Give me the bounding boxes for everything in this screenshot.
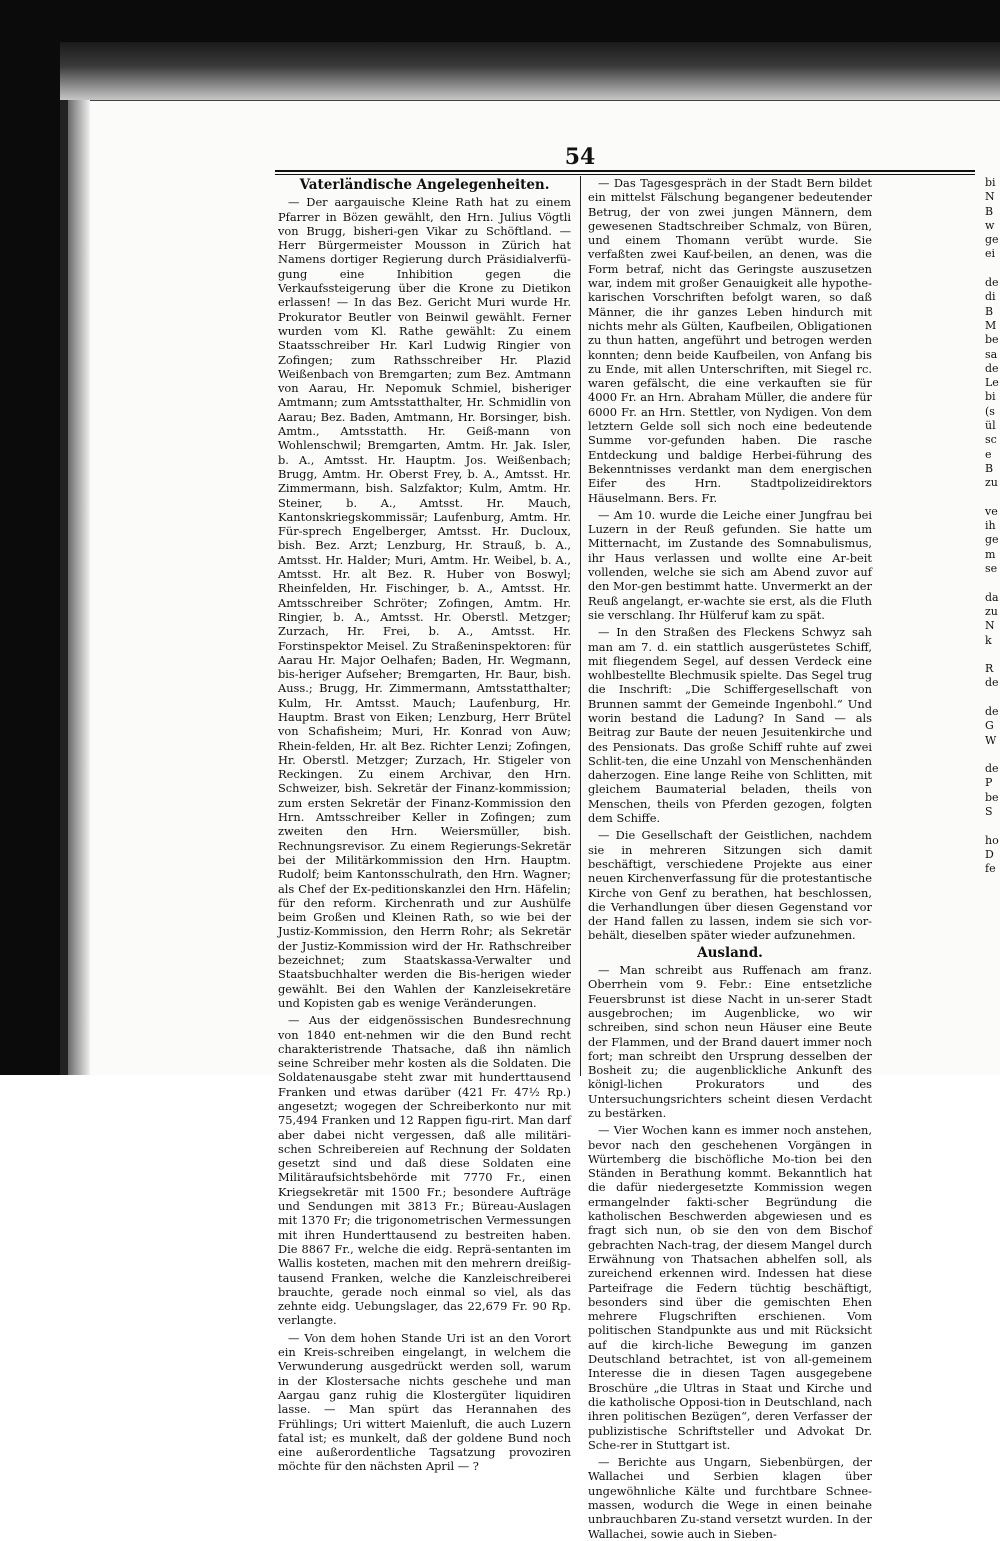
edge-fragment: ge (985, 233, 999, 247)
edge-fragment: (s (985, 404, 995, 418)
edge-fragment: se (985, 562, 998, 576)
edge-fragment: P (985, 776, 993, 790)
next-page-edge-fragments (985, 176, 1000, 1056)
edge-fragment: B (985, 204, 994, 218)
edge-fragment: de (985, 276, 999, 290)
edge-fragment: B (985, 304, 994, 318)
edge-fragment: sc (985, 433, 997, 447)
header-rule (275, 170, 975, 172)
edge-fragment: bi (985, 176, 996, 189)
edge-fragment (985, 262, 1000, 276)
page-gutter-shadow (60, 100, 68, 1080)
edge-fragment: de (985, 704, 999, 718)
article-paragraph: — Vier Wochen kann es immer noch anstehen, bevor nach den geschehenen Vorgängen in Würtemberg die bischöfliche Mo-tion bei den Ständen in Berathung kommt. Bekanntlich hat die dafür niedergesetzte Kommission wegen ermangelnder fakti-scher Begründung die katholischen Beschwerden abgewiesen und es fragt sich nun, ob sie den von dem Bischof gebrachten Nach-trag, der diesem Mangel durch Erwähnung von Thatsachen abhelfen soll, als zureichend erkennen wird. Indessen hat diese Parteifrage die Federn tüchtig beschäftigt, besonders sind über die gemischten Ehen mehrere Flugschriften erschienen. Vom politischen Standpunkte aus und mit Rücksicht auf die kirch-liche Bewegung im ganzen Deutschland betrachtet, ist von all-gemeinem Interesse die in diesen Tagen ausgegebene Broschüre „die Ultras in Staat und Kirche und die katholische Opposi-tion in Deutschland, nach ihren politischen Bezügen“, deren Verfasser der publizistische Schriftsteller und Advokat Dr. Sche-rer in Stuttgart ist. (588, 1123, 872, 1452)
scanner-border-top (0, 0, 1000, 42)
edge-fragment: ve (985, 504, 998, 518)
edge-fragment: w (985, 218, 995, 232)
edge-fragment: de (985, 361, 999, 375)
edge-fragment (985, 576, 1000, 590)
article-paragraph: — Die Gesellschaft der Geistlichen, nachdem sie in mehreren Sitzungen sich damit beschäftigt, verschiedene Projekte aus einer neuen Kirchenverfassung für die protestantische Kirche von Genf zu berathen, hat beschlossen, die Verhandlungen über diesen Gegenstand vor der Hand fallen zu lassen, indem sie sich vor-behält, dieselben später wieder aufzunehmen. (588, 828, 872, 943)
edge-fragment: N (985, 619, 995, 633)
article-paragraph: — Das Tagesgespräch in der Stadt Bern bildet ein mittelst Fälschung begangener bedeutender Betrug, der von zwei jungen Männern, dem gewesenen Stadtschreiber Schmalz, von Büren, und einem Thomann verübt wurde. Sie verfaßten zwei Kauf-beilen, an denen, was die Form betraf, nicht das Geringste auszusetzen war, indem mit großer Genauigkeit alle hypothe-karischen Vorschriften befolgt waren, so daß Männer, die ihr ganzes Leben hindurch mit nichts mehr als Gülten, Kaufbeilen, Obligationen zu thun hatten, angeführt und betrogen werden konnten; denn beide Kaufbeilen, von Anfang bis zu Ende, mit allen Unterschriften, mit Siegel rc. waren gefälscht, die eine verkauften sie für 4000 Fr. an Hrn. Abraham Müller, die andere für 6000 Fr. an Hrn. Stettler, von Nydigen. Von dem letztern Gelde soll sich noch eine bedeutende Summe vor-gefunden haben. Die rasche Entdeckung und baldige Herbei-führung des Bekenntnisses verdankt man dem energischen Eifer des Hrn. Stadtpolizeidirektors Häuselmann. Bers. Fr. (588, 176, 872, 505)
page-gutter-gradient (68, 100, 90, 1080)
edge-fragment: de (985, 676, 999, 690)
edge-fragment (985, 648, 1000, 662)
edge-fragment: be (985, 333, 999, 347)
edge-fragment: W (985, 733, 997, 747)
column-divider (580, 176, 581, 1076)
edge-fragment: ih (985, 519, 996, 533)
edge-fragment: k (985, 633, 992, 647)
page-number: 54 (564, 144, 596, 170)
article-paragraph: — Aus der eidgenössischen Bundesrechnung von 1840 ent-nehmen wir die den Bund recht charakteristrende Thatsache, daß ihn nämlich seine Schreiber mehr kosten als die Soldaten. Die Soldatenausgabe steht zwar mit hunderttausend Franken und etwas darüber (421 Fr. 47½ Rp.) angesetzt; wogegen der Schreiberkonto nur mit 75,494 Franken und 12 Rappen figu-rirt. Man darf aber dabei nicht vergessen, daß alle militäri-schen Schreibereien auf Rechnung der Soldaten gesetzt sind und daß diese Soldaten eine Militäraufsichtsbehörde mit 7770 Fr., einen Kriegsekretär mit 1500 Fr.; besondere Aufträge und Sendungen mit 3813 Fr.; Büreau-Auslagen mit 1370 Fr; die trigonometrischen Vermessungen mit ihren Hunderttausend zu bestreiten haben. Die 8867 Fr., welche die eidg. Reprä-sentanten im Wallis kosteten, machen mit den mehrern dreißig-tausend Franken, welche die Kanzleischreiberei brauchte, gerade noch einmal so viel, als das zehnte eidg. Uebungslager, das 22,679 Fr. 90 Rp. verlangte. (278, 1013, 571, 1328)
edge-fragment: m (985, 547, 996, 561)
section-heading-abroad: Ausland. (697, 944, 763, 961)
edge-fragment: ge (985, 533, 999, 547)
edge-fragment: de (985, 762, 999, 776)
edge-fragment: R (985, 662, 994, 676)
edge-fragment (985, 819, 1000, 833)
edge-fragment: ho (985, 833, 999, 847)
edge-fragment: e (985, 447, 992, 461)
edge-fragment: Le (985, 376, 999, 390)
edge-fragment: N (985, 190, 995, 204)
right-column (588, 176, 872, 1541)
edge-fragment: bi (985, 390, 996, 404)
edge-fragment: M (985, 318, 997, 332)
edge-fragment: G (985, 719, 994, 733)
edge-fragment: be (985, 790, 999, 804)
header-rule-thin (275, 174, 975, 175)
edge-fragment: sa (985, 347, 998, 361)
edge-fragment (985, 491, 1000, 505)
article-paragraph: — Von dem hohen Stande Uri ist an den Vorort ein Kreis-schreiben eingelangt, in welchem die Verwunderung ausgedrückt werden soll, warum in der Klostersache nichts geschehe und man Aargau ganz ruhig die Klostergüter liquidiren lasse. — Man spürt das Herannahen des Frühlings; Uri wittert Maienluft, die auch Luzern fatal ist; es munkelt, daß der goldene Bund noch eine außerordentliche Tagsatzung provoziren möchte für den nächsten April — ? (278, 1330, 571, 1474)
article-paragraph: — In den Straßen des Fleckens Schwyz sah man am 7. d. ein stattlich ausgerüstetes Schiff, mit fliegendem Segel, auf dessen Verdeck eine wohlbestellte Blechmusik spielte. Das Segel trug die Inschrift: „Die Schiffergesellschaft von Brunnen sammt der Gemeinde Ingenbohl.“ Und worin bestand die Ladung? In Sand — als Beitrag zur Baute der neuen Jesuitenkirche und des Pensionats. Das große Schiff ruhte auf zwei Schlit-ten, die eine Unzahl von Menschenhänden daherzogen. Eine lange Reihe von Schlitten, mit gleichem Baumaterial beladen, theils von Menschen, theils von Pferden gezogen, folgten dem Schiffe. (588, 625, 872, 826)
edge-fragment (985, 748, 1000, 762)
edge-fragment: ül (985, 419, 996, 433)
article-paragraph: — Der aargauische Kleine Rath hat zu einem Pfarrer in Bözen gewählt, den Hrn. Julius Vögtli von Brugg, bisheri-gen Vikar zu Schöftland. — Herr Bürgermeister Mousson in Zürich hat Namens dortiger Regierung durch Präsidialverfü-gung eine Inhibition gegen die Verkaufssteigerung über die Krone zu Dietikon erlassen! — In das Bez. Gericht Muri wurde Hr. Prokurator Beutler von Beinwil gewählt. Ferner wurden vom Kl. Rathe gewählt: Zu einem Staatsschreiber Hr. Karl Ludwig Ringier von Zofingen; zum Rathsschreiber Hr. Plazid Weißenbach von Bremgarten; zum Bez. Amtmann von Aarau, Hr. Nepomuk Schmiel, bisheriger Amtmann; zum Amtsstatthalter, Hr. Schmidlin von Aarau; Bez. Baden, Amtmann, Hr. Borsinger, bish. Amtm., Amtsstatth. Hr. Geiß-mann von Wohlenschwil; Bremgarten, Amtm. Hr. Jak. Isler, b. A., Amtsst. Hr. Hauptm. Jos. Weißenbach; Brugg, Amtm. Hr. Oberst Frey, b. A., Amtsst. Hr. Zimmermann, bish. Salzfaktor; Kulm, Amtm. Hr. Steiner, b. A., Amtsst. Hr. Mauch, Kantonskriegskommissär; Laufenburg, Amtm. Hr. Für-sprech Engelberger, Amtsst. Hr. Ducloux, bish. Bez. Arzt; Lenzburg, Hr. Strauß, b. A., Amtsst. Hr. Halder; Muri, Amtm. Hr. Weibel, b. A., Amtsst. Hr. alt Bez. R. Huber von Boswyl; Rheinfelden, Hr. Fischinger, b. A., Amtsst. Hr. Amtsschreiber Schröter; Zofingen, Amtm. Hr. Ringier, b. A., Amtsst. Hr. Oberstl. Metzger; Zurzach, Hr. Frei, b. A., Amtsst. Hr. Forstinspektor Meisel. Zu Straßeninspektoren: für Aarau Hr. Major Oelhafen; Baden, Hr. Wegmann, bis-heriger Aufseher; Bremgarten, Hr. Baur, bish. Auss.; Brugg, Hr. Zimmermann, Amtsstatthalter; Kulm, Hr. Amtsst. Mauch; Laufenburg, Hr. Hauptm. Brast von Eiken; Lenzburg, Herr Brütel von Schafisheim; Muri, Hr. Konrad von Auw; Rhein-felden, Hr. alt Bez. Richter Lenzi; Zofingen, Hr. Oberstl. Metzger; Zurzach, Hr. Stigeler von Reckingen. Zu einem Archivar, den Hrn. Schweizer, bish. Sekretär der Finanz-kommission; zum ersten Sekretär der Finanz-Kommission den Hrn. Amtsschreiber Keller in Zofingen; zum zweiten den Hrn. Weiersmüller, bish. Rechnungsrevisor. Zu einem Regierungs-Sekretär bei der Militärkommission den Hrn. Hauptm. Rudolf; beim Kantonsschulrath, den Hrn. Wagner; als Chef der Ex-peditionskanzlei den Hrn. Häfelin; für den reform. Kirchenrath und zur Aushülfe beim Großen und Kleinen Rath, so wie bei der Justiz-Kommission, den Herrn Rohr; als Sekretär der Justiz-Kommission wird der Hr. Rathschreiber bezeichnet; zum Staatskassa-Verwalter und Staatsbuchhalter werden die Bis-herigen wieder gewählt. Bei den Wahlen der Kanzleisekretäre und Kopisten gab es wenige Veränderungen. (278, 195, 571, 1010)
edge-fragment: S (985, 805, 993, 819)
edge-fragment: fe (985, 862, 996, 876)
edge-fragment: zu (985, 476, 998, 490)
left-column (278, 176, 571, 1474)
article-paragraph: — Berichte aus Ungarn, Siebenbürgen, der Wallachei und Serbien klagen über ungewöhnliche Kälte und furchtbare Schnee-massen, wodurch die Wege in einen beinahe unbrauchbaren Zu-stand versetzt wurden. In der Wallachei, sowie auch in Sieben- (588, 1455, 872, 1541)
section-heading-domestic: Vaterländische Angelegenheiten. (299, 177, 550, 193)
edge-fragment: B (985, 461, 994, 475)
edge-fragment: da (985, 590, 999, 604)
edge-fragment: zu (985, 604, 998, 618)
article-paragraph: — Man schreibt aus Ruffenach am franz. Oberrhein vom 9. Febr.: Eine entsetzliche Feuersbrunst ist diese Nacht in un-serer Stadt ausgebrochen; im Augenblicke, wo wir schreiben, sind schon neun Häuser eine Beute der Flammen, und der Brand dauert immer noch fort; man schreibt den Ursprung desselben der Bosheit zu; die augenblickliche Ankunft des königl-lichen Prokurators und des Untersuchungsrichters scheint diesen Verdacht zu bestärken. (588, 963, 872, 1120)
edge-fragment: di (985, 290, 996, 304)
book-edge (60, 42, 1000, 102)
article-paragraph: — Am 10. wurde die Leiche einer Jungfrau bei Luzern in der Reuß gefunden. Sie hatte um Mitternacht, im Zustande des Somnabulismus, ihr Haus verlassen und wollte eine Ar-beit vollenden, welche sie sich am Abend zuvor auf den Mor-gen bestimmt hatte. Unvermerkt an der Reuß angelangt, er-wachte sie erst, als die Fluth sie verschlang. Ihr Hülferuf kam zu spät. (588, 507, 872, 622)
edge-fragment: D (985, 847, 994, 861)
edge-fragment (985, 691, 1000, 705)
edge-fragment: ei (985, 247, 996, 261)
